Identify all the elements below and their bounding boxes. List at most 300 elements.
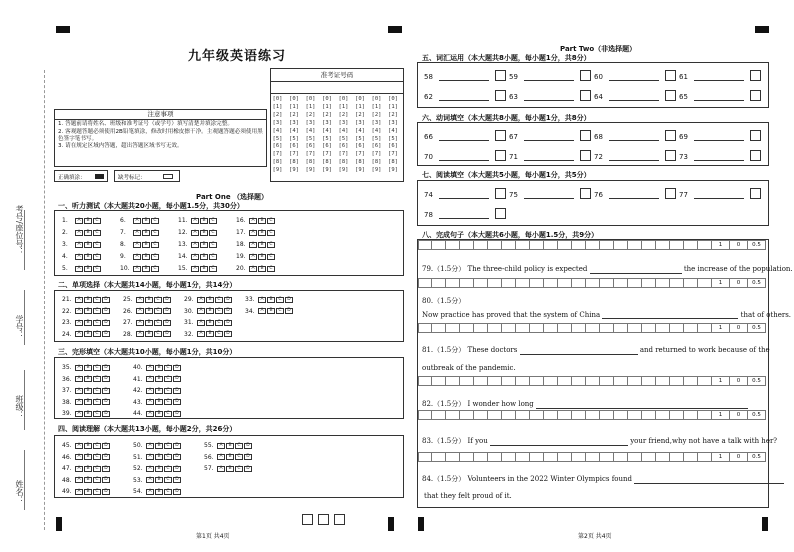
option-bubble[interactable]: B: [258, 230, 266, 236]
option-bubble[interactable]: A: [75, 466, 83, 472]
option-bubble[interactable]: B: [84, 365, 92, 371]
digit-bubble[interactable]: [3]: [289, 119, 299, 126]
q81-text[interactable]: [422, 345, 770, 355]
answer-item[interactable]: [594, 70, 676, 81]
option-bubble[interactable]: C: [209, 242, 217, 248]
option-bubble[interactable]: C: [276, 308, 284, 314]
digit-bubble[interactable]: [6]: [322, 143, 332, 150]
digit-bubble[interactable]: [1]: [289, 103, 299, 110]
digit-bubble[interactable]: [8]: [338, 159, 349, 166]
answer-item[interactable]: [679, 70, 761, 81]
question-item[interactable]: [62, 465, 110, 472]
answer-item[interactable]: [424, 70, 506, 81]
option-bubble[interactable]: A: [146, 454, 154, 460]
option-bubble[interactable]: A: [191, 218, 199, 224]
digit-bubble[interactable]: [5]: [272, 135, 283, 142]
question-item[interactable]: [123, 331, 171, 338]
option-bubble[interactable]: D: [102, 454, 110, 460]
question-item[interactable]: [184, 308, 232, 315]
digit-bubble[interactable]: [1]: [322, 103, 332, 110]
option-bubble[interactable]: C: [93, 443, 101, 449]
digit-bubble[interactable]: [0]: [355, 96, 365, 102]
q79-blank[interactable]: [590, 266, 682, 274]
digit-bubble[interactable]: [1]: [272, 103, 283, 110]
score-box[interactable]: [495, 208, 506, 219]
option-bubble[interactable]: B: [142, 254, 150, 260]
digit-bubble[interactable]: [9]: [355, 167, 365, 174]
digit-bubble[interactable]: [9]: [371, 167, 382, 174]
answer-item[interactable]: [679, 130, 761, 141]
option-bubble[interactable]: C: [235, 466, 243, 472]
option-bubble[interactable]: A: [249, 266, 257, 272]
option-bubble[interactable]: A: [75, 399, 83, 405]
score-cell[interactable]: 0: [730, 240, 748, 250]
option-bubble[interactable]: A: [75, 218, 83, 224]
question-item[interactable]: [62, 319, 110, 326]
option-bubble[interactable]: C: [215, 331, 223, 337]
score-cell[interactable]: 0.5: [748, 376, 766, 386]
question-item[interactable]: [62, 241, 101, 248]
digit-bubble[interactable]: [7]: [338, 151, 349, 158]
question-item[interactable]: [62, 229, 101, 236]
digit-bubble[interactable]: [9]: [305, 167, 316, 174]
score-box[interactable]: [665, 130, 676, 141]
score-box[interactable]: [580, 130, 591, 141]
digit-column[interactable]: [338, 96, 349, 175]
answer-line[interactable]: [694, 73, 744, 81]
option-bubble[interactable]: A: [258, 297, 266, 303]
answer-item[interactable]: [424, 130, 506, 141]
digit-bubble[interactable]: [8]: [305, 159, 316, 166]
digit-bubble[interactable]: [8]: [289, 159, 299, 166]
option-bubble[interactable]: C: [164, 365, 172, 371]
option-bubble[interactable]: D: [102, 466, 110, 472]
option-bubble[interactable]: A: [75, 308, 83, 314]
option-bubble[interactable]: D: [102, 399, 110, 405]
question-item[interactable]: [62, 217, 101, 224]
score-box[interactable]: [750, 150, 761, 161]
option-bubble[interactable]: C: [209, 218, 217, 224]
digit-bubble[interactable]: [0]: [289, 96, 299, 102]
option-bubble[interactable]: D: [102, 443, 110, 449]
option-bubble[interactable]: C: [151, 230, 159, 236]
option-bubble[interactable]: D: [102, 411, 110, 417]
option-bubble[interactable]: A: [249, 254, 257, 260]
option-bubble[interactable]: D: [173, 388, 181, 394]
digit-bubble[interactable]: [6]: [289, 143, 299, 150]
option-bubble[interactable]: B: [155, 489, 163, 495]
option-bubble[interactable]: A: [75, 477, 83, 483]
option-bubble[interactable]: D: [163, 331, 171, 337]
score-box[interactable]: [495, 130, 506, 141]
option-bubble[interactable]: C: [154, 320, 162, 326]
option-bubble[interactable]: C: [93, 230, 101, 236]
option-bubble[interactable]: B: [200, 254, 208, 260]
q83-blank[interactable]: [490, 438, 628, 446]
digit-bubble[interactable]: [7]: [289, 151, 299, 158]
option-bubble[interactable]: B: [258, 254, 266, 260]
question-item[interactable]: [178, 241, 217, 248]
score-cell[interactable]: 1: [712, 323, 730, 333]
option-bubble[interactable]: C: [164, 388, 172, 394]
option-bubble[interactable]: D: [173, 365, 181, 371]
q79-text[interactable]: [422, 264, 793, 274]
answer-item[interactable]: [679, 188, 761, 199]
option-bubble[interactable]: B: [155, 443, 163, 449]
option-bubble[interactable]: B: [206, 308, 214, 314]
option-bubble[interactable]: A: [133, 230, 141, 236]
option-bubble[interactable]: A: [191, 254, 199, 260]
option-bubble[interactable]: C: [209, 266, 217, 272]
answer-line[interactable]: [609, 73, 659, 81]
option-bubble[interactable]: D: [102, 376, 110, 382]
option-bubble[interactable]: C: [151, 266, 159, 272]
option-bubble[interactable]: C: [164, 454, 172, 460]
option-bubble[interactable]: C: [267, 254, 275, 260]
option-bubble[interactable]: A: [258, 308, 266, 314]
digit-column[interactable]: [371, 96, 382, 175]
option-bubble[interactable]: A: [146, 376, 154, 382]
option-bubble[interactable]: B: [155, 411, 163, 417]
score-box[interactable]: [665, 150, 676, 161]
option-bubble[interactable]: A: [136, 331, 144, 337]
digit-bubble[interactable]: [0]: [322, 96, 332, 102]
digit-bubble[interactable]: [5]: [305, 135, 316, 142]
score-cell[interactable]: 1: [712, 452, 730, 462]
option-bubble[interactable]: D: [173, 443, 181, 449]
option-bubble[interactable]: C: [154, 297, 162, 303]
option-bubble[interactable]: C: [93, 365, 101, 371]
option-bubble[interactable]: A: [217, 443, 225, 449]
option-bubble[interactable]: B: [84, 411, 92, 417]
score-box[interactable]: [750, 90, 761, 101]
option-bubble[interactable]: B: [84, 399, 92, 405]
option-bubble[interactable]: A: [191, 266, 199, 272]
option-bubble[interactable]: B: [84, 266, 92, 272]
score-box[interactable]: [750, 70, 761, 81]
digit-bubble[interactable]: [8]: [322, 159, 332, 166]
option-bubble[interactable]: D: [173, 454, 181, 460]
option-bubble[interactable]: A: [191, 242, 199, 248]
digit-bubble[interactable]: [5]: [322, 135, 332, 142]
digit-bubble[interactable]: [9]: [272, 167, 283, 174]
option-bubble[interactable]: C: [154, 308, 162, 314]
digit-bubble[interactable]: [0]: [272, 96, 283, 102]
option-bubble[interactable]: C: [93, 477, 101, 483]
answer-line[interactable]: [609, 93, 659, 101]
option-bubble[interactable]: B: [155, 477, 163, 483]
score-cell[interactable]: 0: [730, 278, 748, 288]
option-bubble[interactable]: C: [93, 320, 101, 326]
digit-bubble[interactable]: [8]: [371, 159, 382, 166]
option-bubble[interactable]: A: [75, 254, 83, 260]
q84-blank[interactable]: [634, 476, 784, 484]
option-bubble[interactable]: D: [102, 331, 110, 337]
answer-item[interactable]: [594, 150, 676, 161]
option-bubble[interactable]: B: [84, 466, 92, 472]
option-bubble[interactable]: A: [197, 320, 205, 326]
option-bubble[interactable]: D: [244, 454, 252, 460]
question-item[interactable]: [62, 410, 110, 417]
q82-text[interactable]: [422, 399, 748, 409]
option-bubble[interactable]: B: [258, 218, 266, 224]
option-bubble[interactable]: A: [136, 308, 144, 314]
answer-item[interactable]: [509, 150, 591, 161]
option-bubble[interactable]: B: [145, 320, 153, 326]
option-bubble[interactable]: B: [84, 489, 92, 495]
option-bubble[interactable]: D: [224, 297, 232, 303]
option-bubble[interactable]: A: [146, 411, 154, 417]
digit-column[interactable]: [272, 96, 283, 175]
question-item[interactable]: [62, 399, 110, 406]
option-bubble[interactable]: C: [164, 411, 172, 417]
option-bubble[interactable]: A: [133, 254, 141, 260]
option-bubble[interactable]: C: [215, 297, 223, 303]
option-bubble[interactable]: A: [146, 388, 154, 394]
option-bubble[interactable]: B: [142, 218, 150, 224]
option-bubble[interactable]: C: [93, 399, 101, 405]
option-bubble[interactable]: D: [244, 466, 252, 472]
option-bubble[interactable]: A: [146, 466, 154, 472]
option-bubble[interactable]: D: [244, 443, 252, 449]
question-item[interactable]: [133, 477, 181, 484]
digit-bubble[interactable]: [3]: [272, 119, 283, 126]
digit-bubble[interactable]: [3]: [388, 119, 398, 126]
digit-bubble[interactable]: [4]: [355, 127, 365, 134]
option-bubble[interactable]: A: [75, 411, 83, 417]
question-item[interactable]: [123, 319, 171, 326]
score-cell[interactable]: 1: [712, 410, 730, 420]
option-bubble[interactable]: C: [93, 388, 101, 394]
answer-item[interactable]: [509, 188, 591, 199]
option-bubble[interactable]: A: [75, 489, 83, 495]
option-bubble[interactable]: D: [224, 308, 232, 314]
option-bubble[interactable]: B: [145, 308, 153, 314]
q80-text[interactable]: [422, 311, 791, 319]
question-item[interactable]: [123, 296, 171, 303]
option-bubble[interactable]: B: [226, 454, 234, 460]
answer-line[interactable]: [524, 191, 574, 199]
option-bubble[interactable]: C: [93, 376, 101, 382]
option-bubble[interactable]: A: [75, 297, 83, 303]
digit-bubble[interactable]: [2]: [388, 111, 398, 118]
option-bubble[interactable]: B: [142, 266, 150, 272]
score-box[interactable]: [580, 70, 591, 81]
question-item[interactable]: [245, 308, 293, 315]
digit-bubble[interactable]: [1]: [355, 103, 365, 110]
option-bubble[interactable]: B: [155, 399, 163, 405]
score-box[interactable]: [495, 188, 506, 199]
score-box[interactable]: [665, 188, 676, 199]
answer-line[interactable]: [609, 153, 659, 161]
digit-bubble[interactable]: [7]: [371, 151, 382, 158]
option-bubble[interactable]: C: [267, 218, 275, 224]
score-cell[interactable]: 0.5: [748, 452, 766, 462]
question-item[interactable]: [184, 296, 232, 303]
digit-column[interactable]: [305, 96, 316, 175]
answer-line[interactable]: [694, 191, 744, 199]
question-item[interactable]: [178, 217, 217, 224]
digit-column[interactable]: [355, 96, 366, 175]
answer-item[interactable]: [424, 188, 506, 199]
answer-item[interactable]: [424, 208, 506, 219]
answer-item[interactable]: [509, 130, 591, 141]
option-bubble[interactable]: A: [146, 443, 154, 449]
digit-bubble[interactable]: [4]: [338, 127, 349, 134]
answer-line[interactable]: [609, 191, 659, 199]
digit-bubble[interactable]: [7]: [355, 151, 365, 158]
option-bubble[interactable]: C: [215, 320, 223, 326]
digit-bubble[interactable]: [2]: [272, 111, 283, 118]
option-bubble[interactable]: A: [217, 466, 225, 472]
answer-item[interactable]: [679, 90, 761, 101]
digit-bubble[interactable]: [3]: [305, 119, 316, 126]
answer-line[interactable]: [439, 153, 489, 161]
option-bubble[interactable]: B: [206, 320, 214, 326]
option-bubble[interactable]: C: [93, 466, 101, 472]
option-bubble[interactable]: B: [145, 297, 153, 303]
answer-item[interactable]: [424, 90, 506, 101]
digit-bubble[interactable]: [3]: [355, 119, 365, 126]
option-bubble[interactable]: B: [258, 266, 266, 272]
answer-line[interactable]: [694, 93, 744, 101]
digit-bubble[interactable]: [0]: [388, 96, 398, 102]
digit-bubble[interactable]: [6]: [305, 143, 316, 150]
option-bubble[interactable]: D: [173, 411, 181, 417]
score-box[interactable]: [665, 70, 676, 81]
digit-bubble[interactable]: [3]: [371, 119, 382, 126]
digit-bubble[interactable]: [7]: [305, 151, 316, 158]
digit-bubble[interactable]: [9]: [322, 167, 332, 174]
digit-bubble[interactable]: [8]: [388, 159, 398, 166]
option-bubble[interactable]: A: [133, 242, 141, 248]
question-item[interactable]: [62, 308, 110, 315]
question-item[interactable]: [133, 410, 181, 417]
option-bubble[interactable]: A: [197, 297, 205, 303]
digit-bubble[interactable]: [3]: [338, 119, 349, 126]
digit-bubble[interactable]: [4]: [322, 127, 332, 134]
digit-bubble[interactable]: [4]: [305, 127, 316, 134]
option-bubble[interactable]: D: [102, 489, 110, 495]
option-bubble[interactable]: D: [102, 477, 110, 483]
option-bubble[interactable]: B: [84, 388, 92, 394]
digit-bubble[interactable]: [4]: [272, 127, 283, 134]
option-bubble[interactable]: C: [209, 254, 217, 260]
option-bubble[interactable]: A: [75, 320, 83, 326]
option-bubble[interactable]: A: [136, 297, 144, 303]
digit-bubble[interactable]: [0]: [305, 96, 316, 102]
question-item[interactable]: [236, 229, 275, 236]
option-bubble[interactable]: B: [84, 376, 92, 382]
question-item[interactable]: [133, 454, 181, 461]
digit-bubble[interactable]: [2]: [305, 111, 316, 118]
option-bubble[interactable]: D: [102, 388, 110, 394]
digit-bubble[interactable]: [0]: [371, 96, 382, 102]
option-bubble[interactable]: D: [163, 308, 171, 314]
score-box[interactable]: [750, 188, 761, 199]
score-cell[interactable]: 1: [712, 278, 730, 288]
option-bubble[interactable]: A: [133, 218, 141, 224]
answer-item[interactable]: [594, 90, 676, 101]
score-cell[interactable]: 0.5: [748, 240, 766, 250]
option-bubble[interactable]: B: [200, 266, 208, 272]
option-bubble[interactable]: B: [267, 297, 275, 303]
option-bubble[interactable]: C: [235, 443, 243, 449]
option-bubble[interactable]: C: [93, 242, 101, 248]
option-bubble[interactable]: C: [93, 266, 101, 272]
option-bubble[interactable]: A: [75, 242, 83, 248]
score-cell[interactable]: 1: [712, 376, 730, 386]
digit-bubble[interactable]: [2]: [322, 111, 332, 118]
option-bubble[interactable]: A: [197, 308, 205, 314]
answer-line[interactable]: [694, 153, 744, 161]
question-item[interactable]: [62, 477, 110, 484]
question-item[interactable]: [236, 217, 275, 224]
question-item[interactable]: [62, 376, 110, 383]
question-item[interactable]: [62, 364, 110, 371]
answer-line[interactable]: [609, 133, 659, 141]
answer-item[interactable]: [679, 150, 761, 161]
q84-text[interactable]: [422, 474, 784, 484]
question-item[interactable]: [204, 442, 252, 449]
option-bubble[interactable]: A: [191, 230, 199, 236]
answer-line[interactable]: [439, 133, 489, 141]
digit-bubble[interactable]: [0]: [338, 96, 349, 102]
answer-item[interactable]: [509, 70, 591, 81]
question-item[interactable]: [236, 241, 275, 248]
option-bubble[interactable]: D: [102, 320, 110, 326]
answer-line[interactable]: [439, 93, 489, 101]
option-bubble[interactable]: A: [146, 477, 154, 483]
option-bubble[interactable]: C: [154, 331, 162, 337]
question-item[interactable]: [133, 364, 181, 371]
option-bubble[interactable]: B: [155, 454, 163, 460]
digit-bubble[interactable]: [6]: [355, 143, 365, 150]
question-item[interactable]: [62, 454, 110, 461]
question-item[interactable]: [133, 442, 181, 449]
question-item[interactable]: [62, 296, 110, 303]
option-bubble[interactable]: A: [75, 388, 83, 394]
option-bubble[interactable]: D: [224, 331, 232, 337]
option-bubble[interactable]: A: [249, 230, 257, 236]
option-bubble[interactable]: C: [164, 376, 172, 382]
question-item[interactable]: [133, 488, 181, 495]
option-bubble[interactable]: C: [235, 454, 243, 460]
question-item[interactable]: [120, 253, 159, 260]
score-cell[interactable]: 0.5: [748, 323, 766, 333]
option-bubble[interactable]: B: [206, 331, 214, 337]
option-bubble[interactable]: B: [84, 320, 92, 326]
option-bubble[interactable]: B: [84, 218, 92, 224]
option-bubble[interactable]: C: [93, 308, 101, 314]
answer-line[interactable]: [694, 133, 744, 141]
digit-bubble[interactable]: [1]: [371, 103, 382, 110]
option-bubble[interactable]: C: [164, 443, 172, 449]
question-item[interactable]: [184, 319, 232, 326]
question-item[interactable]: [120, 265, 159, 272]
option-bubble[interactable]: B: [206, 297, 214, 303]
question-item[interactable]: [245, 296, 293, 303]
question-item[interactable]: [236, 265, 275, 272]
option-bubble[interactable]: A: [136, 320, 144, 326]
answer-line[interactable]: [524, 73, 574, 81]
question-item[interactable]: [123, 308, 171, 315]
score-cell[interactable]: 0: [730, 452, 748, 462]
option-bubble[interactable]: C: [164, 477, 172, 483]
option-bubble[interactable]: C: [151, 242, 159, 248]
digit-bubble[interactable]: [1]: [338, 103, 349, 110]
option-bubble[interactable]: A: [133, 266, 141, 272]
